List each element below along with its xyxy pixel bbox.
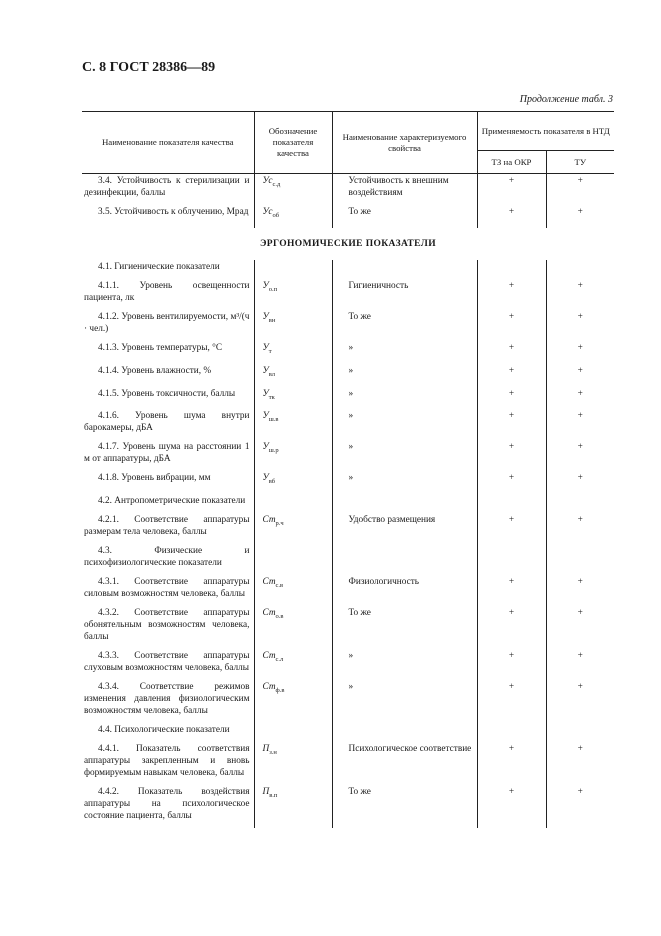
row-spacer [82,824,614,828]
indicator-name: 4.3.4. Соответствие режимов изменения давления физиологическим возможностям человека, баллы [84,682,250,717]
applicability-tu: + [546,440,614,467]
applicability-tu [546,494,614,509]
designation-subscript: тк [268,393,275,401]
indicator-designation [254,575,332,602]
designation-symbol: У [262,311,269,322]
indicator-designation [254,205,332,224]
indicator-designation [254,680,332,719]
applicability-tz-okr: + [477,341,546,360]
designation-subscript: в.п [269,792,278,800]
table-row [82,205,614,224]
indicator-designation [254,606,332,645]
characterized-property: » [332,680,477,719]
table-row [82,785,614,824]
indicator-designation [254,742,332,781]
section-title: ЭРГОНОМИЧЕСКИЕ ПОКАЗАТЕЛИ [259,238,437,249]
table-row [82,387,614,406]
designation-symbol: П [262,744,270,755]
applicability-tz-okr: + [477,606,546,645]
table-row [82,341,614,360]
applicability-tu [546,544,614,571]
indicator-designation [254,174,332,202]
header-property: Наименование характеризуемого свойства [332,112,477,174]
characterized-property: » [332,341,477,360]
designation-symbol: У [262,442,269,453]
indicator-name: 4.1.5. Уровень токсичности, баллы [98,388,236,399]
applicability-tu: + [546,205,614,224]
designation-symbol: У [262,365,269,376]
designation-subscript: с.л [275,656,284,664]
designation-subscript: р.ч [275,520,284,528]
characterized-property: Устойчивость к внешним воздействиям [332,174,477,202]
designation-subscript: ш.р [268,447,279,455]
characterized-property: » [332,471,477,490]
header-tu: ТУ [546,151,614,174]
indicator-name: 4.4.1. Показатель соответствия аппаратуры закрепленным и вновь формируемым навыкам человека, баллы [84,744,250,779]
characterized-property: Психологическое соответствие [332,742,477,781]
quality-indicators-table [82,111,614,828]
indicator-name: 4.1.4. Уровень влажности, % [98,365,212,376]
designation-symbol: Ст [262,608,276,619]
indicator-name: 4.3.3. Соответствие аппаратуры слуховым возможностям человека, баллы [84,651,250,674]
indicator-name: 4.1.2. Уровень вентилируемости, м³/(ч · чел.) [84,311,250,334]
indicator-designation [254,387,332,406]
characterized-property: Гигиеничность [332,279,477,306]
designation-subscript: с.в [275,582,284,590]
designation-symbol: Ст [262,577,276,588]
table-row [82,742,614,781]
indicator-name: 4.4. Психологические показатели [98,725,230,736]
table-row [82,494,614,509]
indicator-name: 4.1.7. Уровень шума на расстоянии 1 м от аппаратуры, дБА [84,442,250,465]
header-designation: Обозначение показателя качества [254,112,332,174]
indicator-name: 4.1.8. Уровень вибрации, мм [98,473,211,484]
applicability-tu: + [546,680,614,719]
applicability-tu: + [546,387,614,406]
indicator-designation [254,544,332,571]
characterized-property: То же [332,310,477,337]
table-row [82,723,614,738]
table-row [82,440,614,467]
indicator-designation [254,649,332,676]
characterized-property: » [332,364,477,383]
applicability-tz-okr: + [477,649,546,676]
designation-symbol: Ст [262,515,276,526]
designation-subscript: об [272,211,280,219]
characterized-property: » [332,387,477,406]
characterized-property: » [332,409,477,436]
characterized-property [332,544,477,571]
applicability-tz-okr: + [477,174,546,202]
applicability-tz-okr: + [477,680,546,719]
indicator-name: 4.1.6. Уровень шума внутри барокамеры, дБА [84,411,250,434]
designation-subscript: вн [268,316,276,324]
spacer-cell [332,824,477,828]
applicability-tz-okr: + [477,742,546,781]
designation-subscript: ш.в [268,416,279,424]
designation-symbol: Ус [262,207,273,217]
indicator-designation [254,364,332,383]
characterized-property [332,494,477,509]
applicability-tu: + [546,575,614,602]
header-name: Наименование показателя качества [82,112,254,174]
indicator-designation [254,785,332,824]
designation-subscript: ф.в [275,687,285,695]
spacer-cell [477,824,546,828]
table-row [82,544,614,571]
designation-symbol: Ус [262,176,273,186]
indicator-name: 4.2.1. Соответствие аппаратуры размерам тела человека, баллы [84,515,250,538]
indicator-name: 4.1.3. Уровень температуры, °С [98,342,223,353]
applicability-tz-okr: + [477,575,546,602]
indicator-name: 3.5. Устойчивость к облучению, Мрад [98,207,249,217]
spacer-cell [82,824,254,828]
characterized-property: » [332,440,477,467]
indicator-designation [254,723,332,738]
applicability-tu: + [546,174,614,202]
characterized-property: То же [332,606,477,645]
applicability-tz-okr: + [477,279,546,306]
indicator-designation [254,260,332,275]
indicator-name: 3.4. Устойчивость к стерилизации и дезинфекции, баллы [84,176,250,198]
applicability-tu: + [546,649,614,676]
header-tz-okr: ТЗ на ОКР [477,151,546,174]
characterized-property: » [332,649,477,676]
table-row [82,471,614,490]
applicability-tz-okr: + [477,440,546,467]
designation-symbol: У [262,473,269,484]
characterized-property: То же [332,205,477,224]
applicability-tu: + [546,279,614,306]
table-row [82,409,614,436]
table-row [82,260,614,275]
applicability-tz-okr: + [477,310,546,337]
designation-symbol: П [262,787,270,798]
characterized-property: Физиологичность [332,575,477,602]
designation-symbol: У [262,411,269,422]
indicator-name: 4.3.1. Соответствие аппаратуры силовым возможностям человека, баллы [84,577,250,600]
table-row [82,364,614,383]
indicator-designation [254,341,332,360]
table-row [82,575,614,602]
designation-subscript: т [268,347,272,355]
applicability-tu: + [546,471,614,490]
designation-subscript: з.н [269,749,277,757]
applicability-tz-okr [477,544,546,571]
indicator-designation [254,310,332,337]
applicability-tz-okr: + [477,513,546,540]
indicator-designation [254,471,332,490]
spacer-cell [546,824,614,828]
applicability-tu: + [546,310,614,337]
applicability-tu: + [546,785,614,824]
indicator-designation [254,440,332,467]
page-header: С. 8 ГОСТ 28386—89 [82,60,216,75]
characterized-property: Удобство размещения [332,513,477,540]
designation-symbol: Ст [262,651,276,662]
indicator-designation [254,494,332,509]
table-row [82,279,614,306]
characterized-property [332,260,477,275]
characterized-property [332,723,477,738]
indicator-name: 4.3.2. Соответствие аппаратуры обонятельным возможностям человека, баллы [84,608,250,643]
applicability-tu: + [546,341,614,360]
indicator-name: 4.2. Антропометрические показатели [98,496,246,507]
designation-subscript: о.в [275,613,284,621]
spacer-cell [254,824,332,828]
applicability-tz-okr: + [477,471,546,490]
table-row [82,513,614,540]
designation-symbol: У [262,342,269,353]
applicability-tu [546,723,614,738]
header-applicability: Применяемость показателя в НТД [477,112,614,151]
applicability-tz-okr [477,494,546,509]
indicator-designation [254,513,332,540]
designation-symbol: У [262,388,269,399]
indicator-name: 4.4.2. Показатель воздействия аппаратуры на психологическое состояние пациента, баллы [84,787,250,822]
applicability-tu: + [546,364,614,383]
table-row [82,310,614,337]
applicability-tz-okr: + [477,205,546,224]
applicability-tz-okr: + [477,387,546,406]
designation-subscript: вб [268,478,276,486]
table-continuation-label: Продолжение табл. 3 [519,94,613,105]
applicability-tz-okr [477,723,546,738]
applicability-tz-okr: + [477,409,546,436]
applicability-tz-okr: + [477,364,546,383]
applicability-tz-okr [477,260,546,275]
indicator-designation [254,409,332,436]
applicability-tz-okr: + [477,785,546,824]
designation-symbol: Ст [262,682,276,693]
applicability-tu: + [546,513,614,540]
applicability-tu [546,260,614,275]
indicator-designation [254,279,332,306]
designation-subscript: вл [268,370,275,378]
indicator-name: 4.1. Гигиенические показатели [98,261,220,272]
indicator-name: 4.3. Физические и психофизиологические показатели [84,546,250,569]
applicability-tu: + [546,409,614,436]
applicability-tu: + [546,742,614,781]
designation-subscript: с.д [272,180,281,188]
indicator-name: 4.1.1. Уровень освещенности пациента, лк [84,280,250,303]
table-row [82,174,614,202]
table-row [82,606,614,645]
characterized-property: То же [332,785,477,824]
designation-symbol: У [262,280,269,291]
table-row [82,649,614,676]
table-row [82,680,614,719]
applicability-tu: + [546,606,614,645]
designation-subscript: о.п [268,285,278,293]
